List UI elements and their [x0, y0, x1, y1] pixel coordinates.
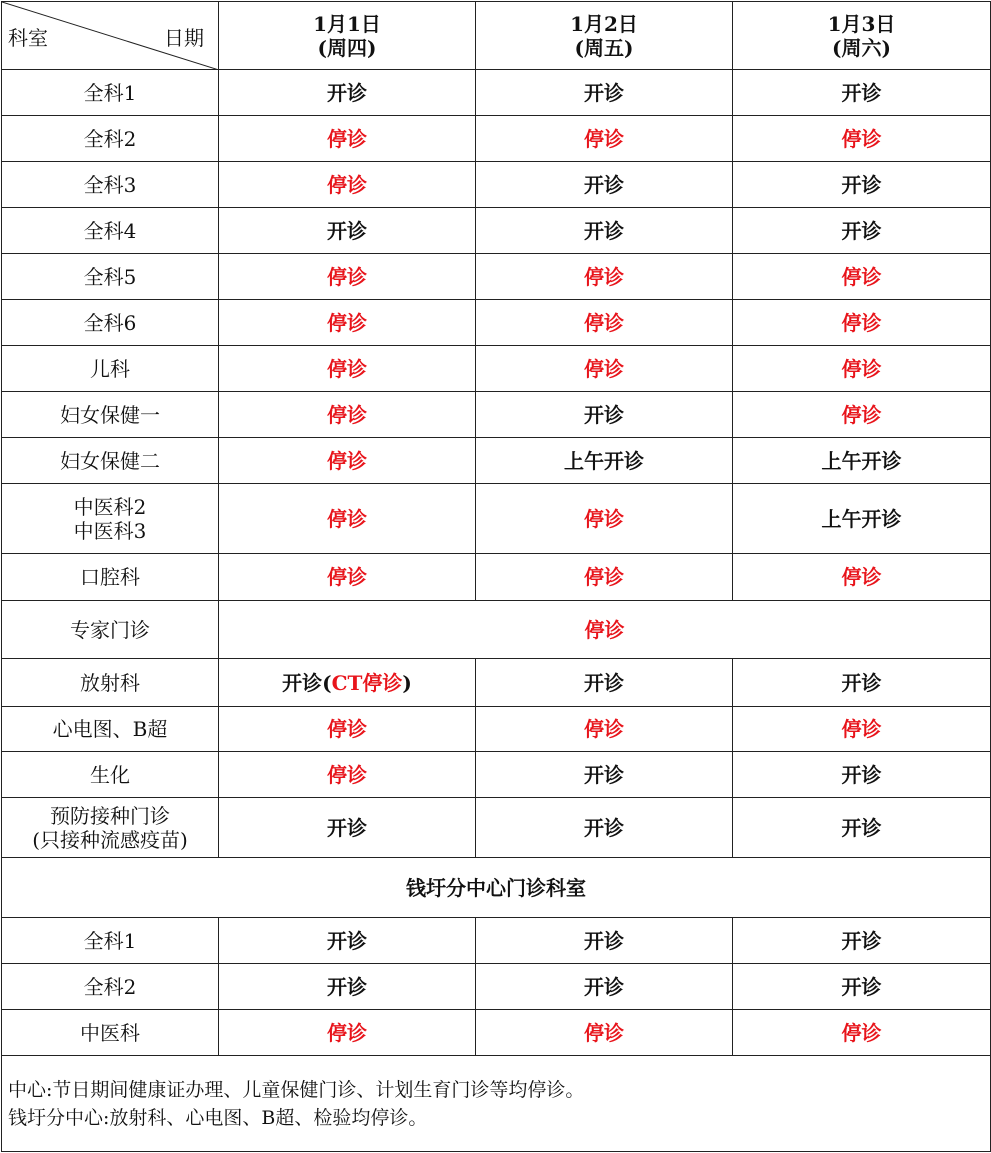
status-cell: 停诊	[219, 1010, 476, 1056]
status-cell: 开诊	[733, 964, 991, 1010]
branch-section-row	[2, 858, 991, 918]
table-row	[2, 707, 991, 752]
note-line-center: 中心:节日期间健康证办理、儿童保健门诊、计划生育门诊等均停诊。	[8, 1078, 585, 1101]
status-cell: 停诊	[219, 554, 476, 601]
status-cell: 停诊	[219, 752, 476, 798]
dept-cell: 放射科	[2, 659, 219, 707]
status-cell: 开诊	[733, 70, 991, 116]
table-row	[2, 752, 991, 798]
table-row	[2, 1010, 991, 1056]
status-cell: 停诊	[476, 346, 733, 392]
table-row	[2, 601, 991, 659]
dept-cell: 全科1	[2, 918, 219, 964]
dept-cell: 妇女保健一	[2, 392, 219, 438]
note-line-branch: 钱圩分中心:放射科、心电图、B超、检验均停诊。	[8, 1106, 428, 1129]
merged-status-cell: 停诊	[219, 601, 991, 659]
status-cell: 开诊	[219, 798, 476, 858]
status-cell: 开诊	[733, 798, 991, 858]
dept-cell: 全科6	[2, 300, 219, 346]
table-row	[2, 798, 991, 858]
status-cell: 停诊	[733, 346, 991, 392]
status-cell: 开诊	[476, 208, 733, 254]
table-row	[2, 70, 991, 116]
status-cell: 开诊	[476, 918, 733, 964]
status-cell: 开诊	[476, 162, 733, 208]
dept-cell: 全科3	[2, 162, 219, 208]
status-cell: 停诊	[476, 116, 733, 162]
dept-cell: 儿科	[2, 346, 219, 392]
dept-cell: 全科2	[2, 964, 219, 1010]
status-cell: 停诊	[219, 162, 476, 208]
table-row	[2, 918, 991, 964]
status-cell: 停诊	[733, 554, 991, 601]
table-row	[2, 254, 991, 300]
corner-date-label: 日期	[164, 26, 204, 50]
notes-row	[2, 1056, 991, 1152]
dept-cell: 中医科2 中医科3	[2, 484, 219, 554]
table-row	[2, 484, 991, 554]
status-cell: 停诊	[733, 1010, 991, 1056]
header-row	[2, 2, 991, 70]
table-row	[2, 300, 991, 346]
dept-cell: 妇女保健二	[2, 438, 219, 484]
status-cell: 停诊	[219, 116, 476, 162]
corner-dept-label: 科室	[8, 26, 48, 50]
status-cell: 停诊	[219, 346, 476, 392]
status-cell: 开诊	[733, 918, 991, 964]
status-cell: 停诊	[219, 484, 476, 554]
table-row	[2, 208, 991, 254]
dept-cell: 口腔科	[2, 554, 219, 601]
status-cell: 开诊	[476, 70, 733, 116]
status-cell: 开诊	[476, 659, 733, 707]
dept-cell: 全科1	[2, 70, 219, 116]
status-cell: 停诊	[476, 300, 733, 346]
status-cell: 停诊	[476, 707, 733, 752]
status-cell: 停诊	[476, 254, 733, 300]
date-header-2: 1月2日 (周五)	[476, 2, 733, 70]
table-row	[2, 116, 991, 162]
status-cell: 开诊	[733, 659, 991, 707]
status-cell: 停诊	[476, 1010, 733, 1056]
status-cell: 开诊	[733, 208, 991, 254]
dept-cell: 心电图、B超	[2, 707, 219, 752]
dept-cell: 全科2	[2, 116, 219, 162]
status-cell: 开诊	[219, 918, 476, 964]
date-header-1: 1月1日 (周四)	[219, 2, 476, 70]
dept-cell: 全科4	[2, 208, 219, 254]
status-cell-radiology: 开诊(CT停诊)	[219, 659, 476, 707]
dept-cell: 生化	[2, 752, 219, 798]
table-row	[2, 964, 991, 1010]
status-cell: 停诊	[219, 392, 476, 438]
dept-cell: 预防接种门诊 (只接种流感疫苗)	[2, 798, 219, 858]
status-cell: 开诊	[219, 70, 476, 116]
status-cell: 停诊	[219, 438, 476, 484]
table-row	[2, 392, 991, 438]
dept-cell: 专家门诊	[2, 601, 219, 659]
status-cell: 上午开诊	[733, 438, 991, 484]
table-row	[2, 659, 991, 707]
status-cell: 停诊	[733, 300, 991, 346]
table-row	[2, 438, 991, 484]
branch-section-title: 钱圩分中心门诊科室	[2, 858, 991, 918]
status-cell: 开诊	[476, 752, 733, 798]
status-cell: 停诊	[219, 707, 476, 752]
status-cell: 开诊	[219, 964, 476, 1010]
status-cell: 开诊	[219, 208, 476, 254]
status-cell: 上午开诊	[476, 438, 733, 484]
table-row	[2, 554, 991, 601]
status-cell: 开诊	[733, 752, 991, 798]
status-cell: 停诊	[476, 554, 733, 601]
dept-cell: 全科5	[2, 254, 219, 300]
notes-cell	[2, 1056, 991, 1152]
status-cell: 开诊	[476, 392, 733, 438]
status-cell: 停诊	[733, 254, 991, 300]
date-header-3: 1月3日 (周六)	[733, 2, 991, 70]
status-cell: 停诊	[733, 707, 991, 752]
status-cell: 停诊	[219, 254, 476, 300]
status-cell: 停诊	[733, 392, 991, 438]
table-row	[2, 346, 991, 392]
status-cell: 开诊	[476, 798, 733, 858]
corner-cell	[2, 2, 219, 70]
status-cell: 上午开诊	[733, 484, 991, 554]
table-row	[2, 162, 991, 208]
clinic-schedule-table	[1, 1, 991, 1152]
status-cell: 开诊	[733, 162, 991, 208]
status-cell: 停诊	[733, 116, 991, 162]
status-cell: 停诊	[476, 484, 733, 554]
status-cell: 开诊	[476, 964, 733, 1010]
status-cell: 停诊	[219, 300, 476, 346]
dept-cell: 中医科	[2, 1010, 219, 1056]
